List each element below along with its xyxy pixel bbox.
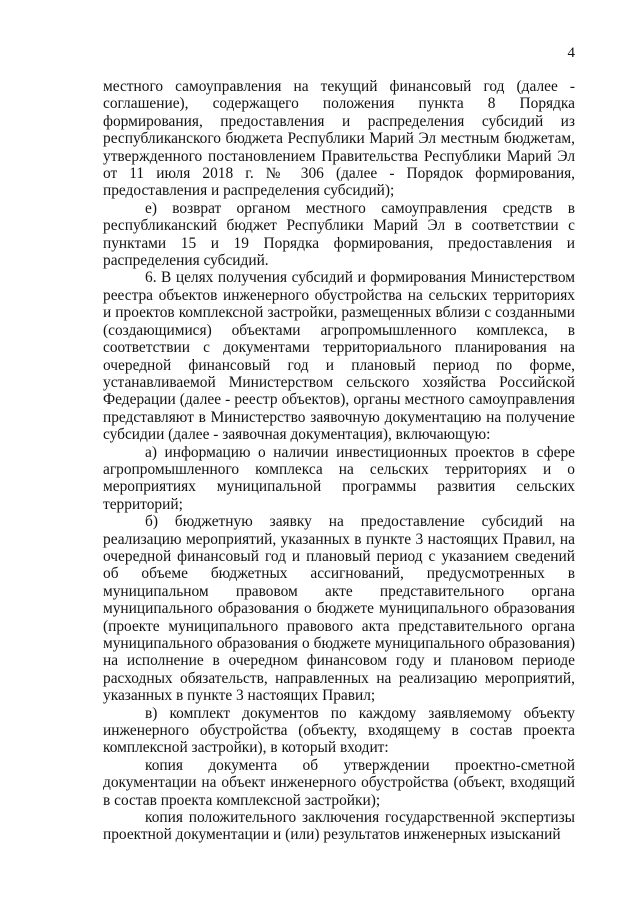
paragraph-item-a-investment-info: а) информацию о наличии инвестиционных проектов в сфере агропромышленного комплекса на сельских территориях и о мероприятиях муниципальной программы развития сельских территорий; — [103, 443, 575, 513]
paragraph-item-c-document-set: в) комплект документов по каждому заявляемому объекту инженерного обустройства (объекту, входящему в состав проекта комплексной застройки), в который входит: — [103, 704, 575, 757]
paragraph-item-e-refund: е) возврат органом местного самоуправления средств в республиканский бюджет Республики Марий Эл в соответствии с пунктами 15 и 19 Порядка формирования, предоставления и распределения субсидий. — [103, 199, 575, 270]
paragraph-item-b-budget-request: б) бюджетную заявку на предоставление субсидий на реализацию мероприятий, указанных в пункте 3 настоящих Правил, на очередной финансовый год и плановый период с указанием сведений об объеме бюджетных ассигнований, предусмотренных в муниципальном правовом акте представительного органа муниципального образования о бюджете муниципального образования (проекте муниципального правового акта представительного органа муниципального образования о бюджете муниципального образования) на исполнение в очередном финансовом году и плановом периоде расходных обязательств, направленных на реализацию мероприятий, указанных в пункте 3 настоящих Правил; — [103, 513, 575, 705]
paragraph-point-6: 6. В целях получения субсидий и формирования Министерством реестра объектов инженерного обустройства на сельских территориях и проектов комплексной застройки, размещенных вблизи с созданными (создающимися) объектами агропромышленного комплекса, в соответствии с документами территориального планирования на очередной финансовый год и плановый период по форме, устанавливаемой Министерством сельского хозяйства Российской Федерации (далее - реестр объектов), органы местного самоуправления представляют в Министерство заявочную документацию на получение субсидии (далее - заявочная документация), включающую: — [103, 269, 575, 444]
paragraph-expertise-conclusion-copy: копия положительного заключения государственной экспертизы проектной документации и (или) результатов инженерных изысканий — [103, 809, 575, 844]
document-body — [103, 78, 575, 844]
paragraph-agreement-continuation: местного самоуправления на текущий финансовый год (далее - соглашение), содержащего положения пункта 8 Порядка формирования, предоставления и распределения субсидий из республиканского бюджета Республики Марий Эл местным бюджетам, утвержденного постановлением Правительства Республики Марий Эл от 11 июля 2018 г. № 306 (далее - Порядок формирования, предоставления и распределения субсидий); — [103, 78, 575, 200]
paragraph-project-approval-copy: копия документа об утверждении проектно-сметной документации на объект инженерного обустройства (объект, входящий в состав проекта комплексной застройки); — [103, 756, 575, 809]
page-number: 4 — [567, 45, 575, 61]
